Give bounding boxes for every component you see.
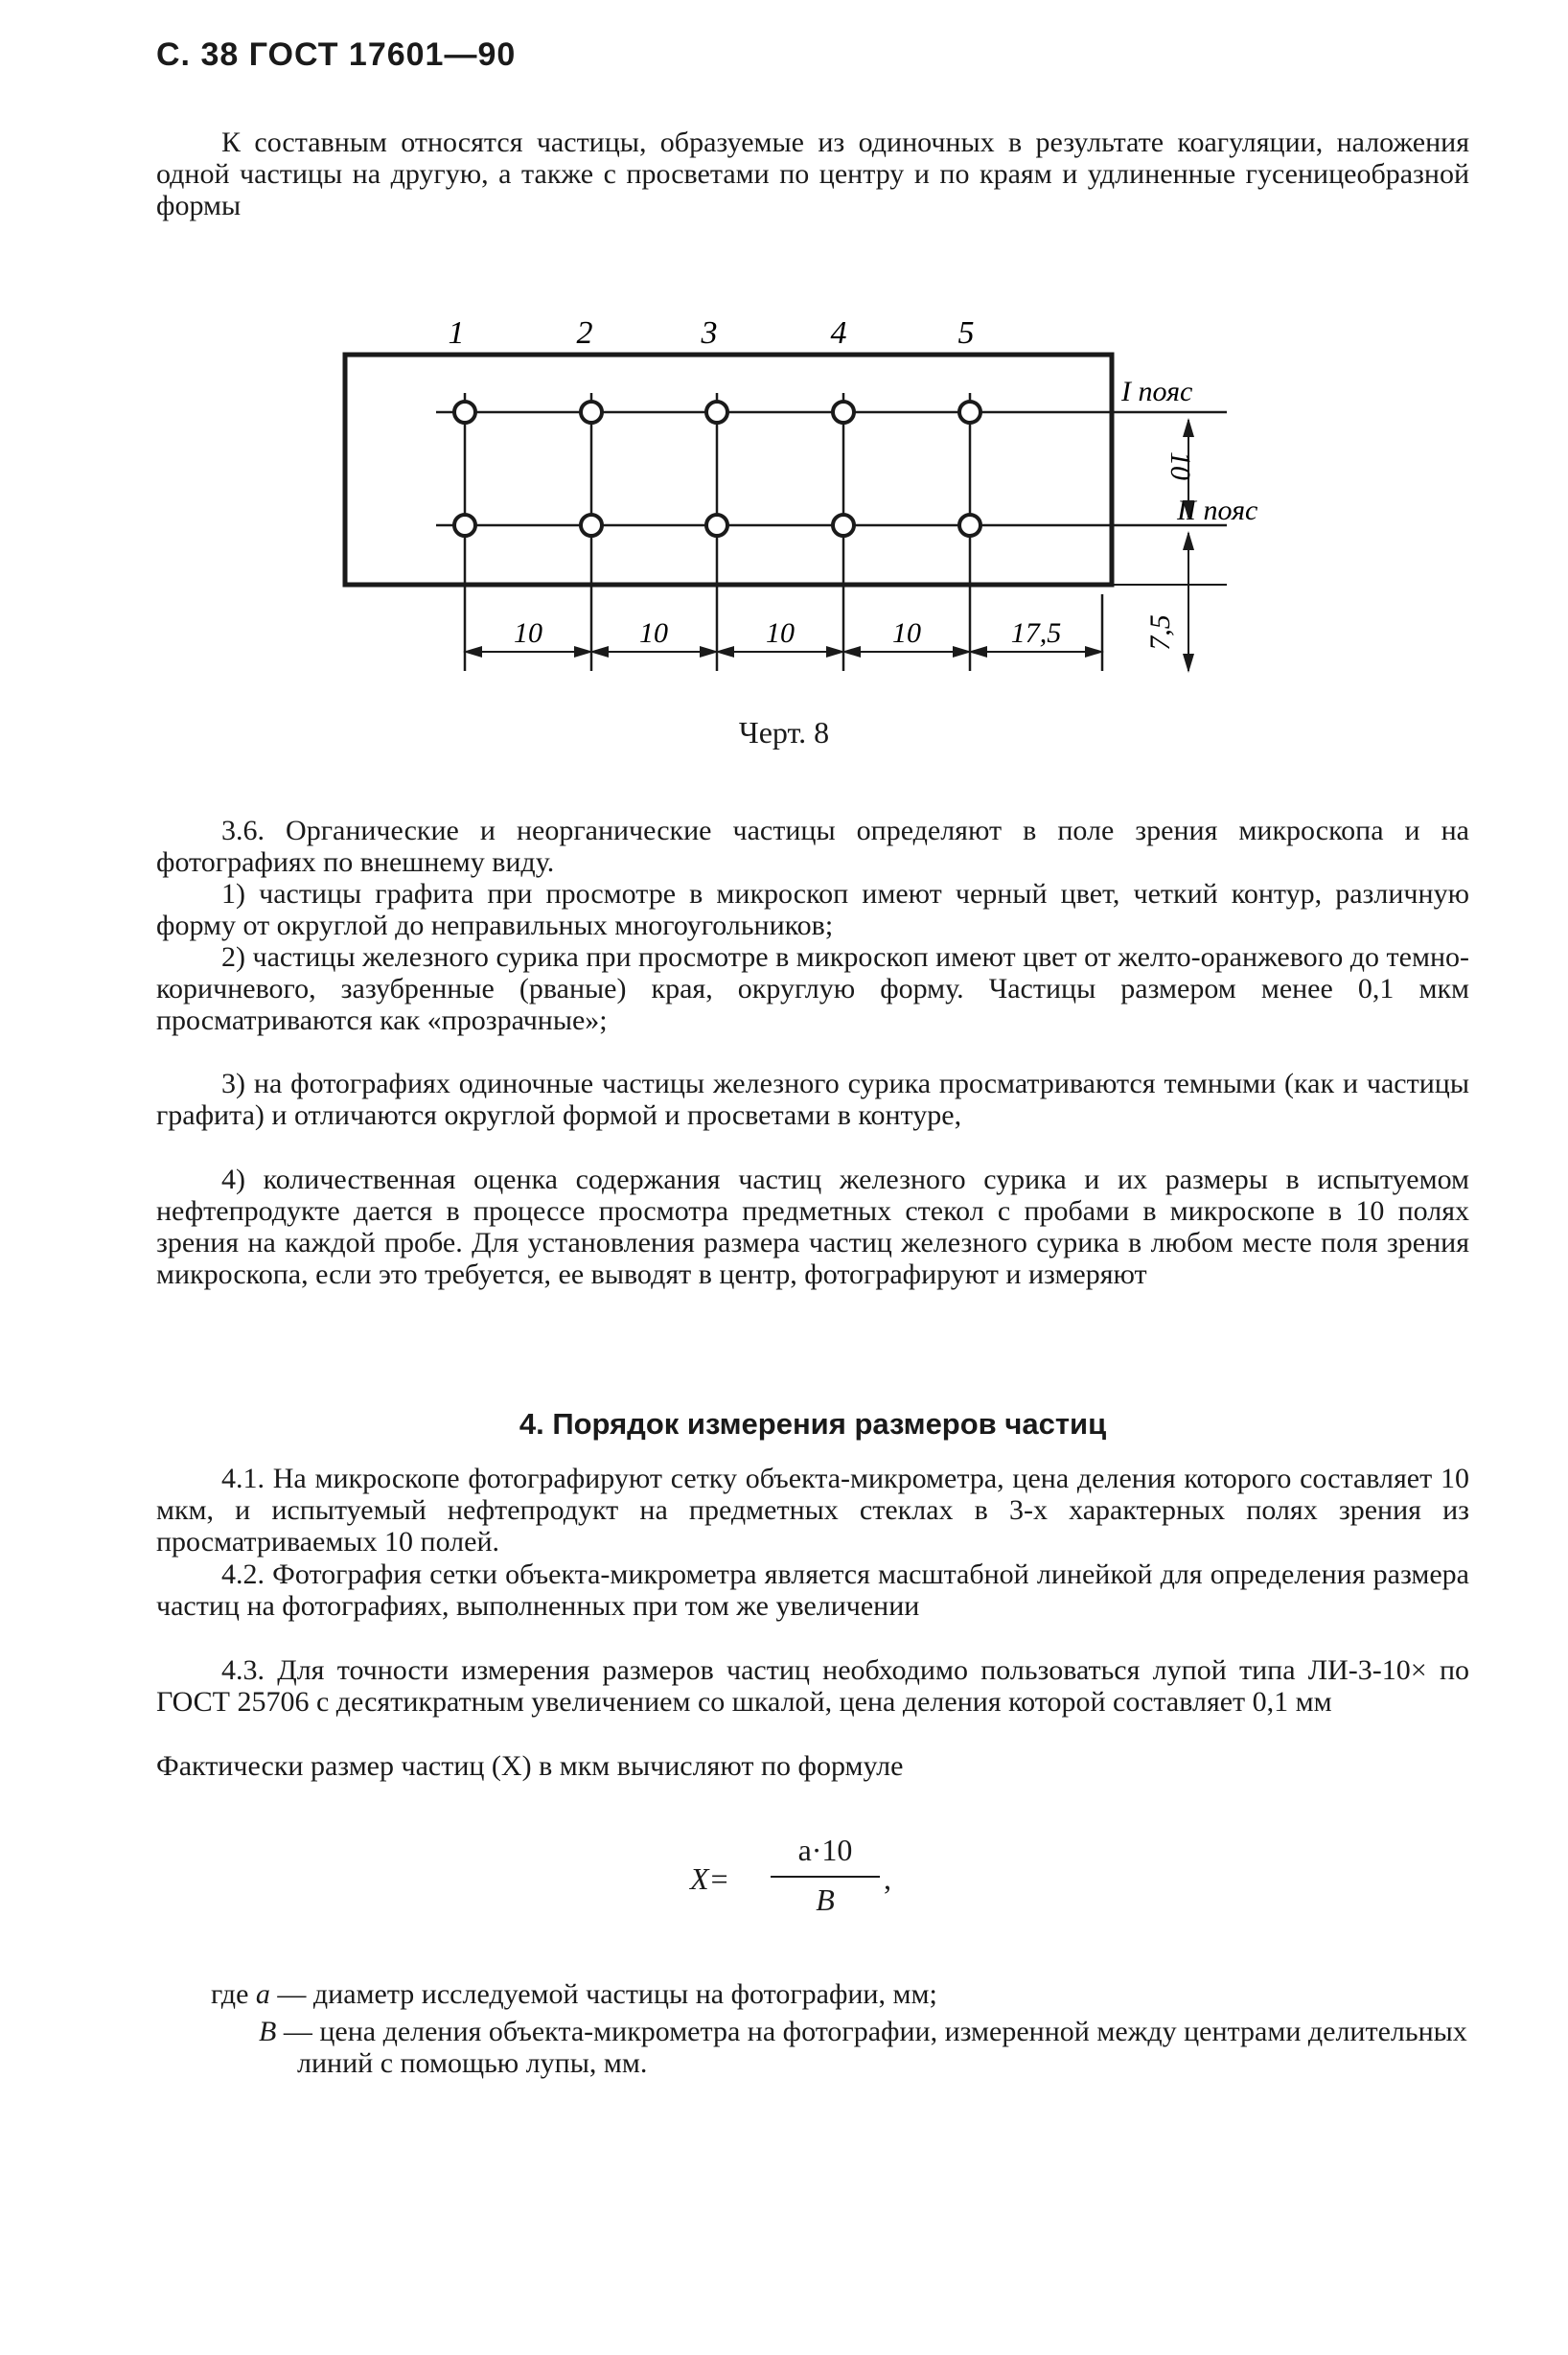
dimension-label-5: 17,5 xyxy=(1010,617,1062,649)
dimension-label-3: 10 xyxy=(766,617,795,649)
point-belt1-1 xyxy=(454,402,475,423)
legend-prefix: где xyxy=(211,1978,249,2010)
item-3-6-2: 2) частицы железного сурика при просмотре в микроскоп имеют цвет от желто-оранжевого до темно-коричневого, зазубренные (рваные) края, округлую форму. Частицы размером менее 0,1 мкм просматриваются как «прозрачные»; xyxy=(156,941,1469,1036)
section-4-heading: 4. Порядок измерения размеров частиц xyxy=(519,1407,1107,1441)
legend-a-desc: — диаметр исследуемой частицы на фотографии, мм; xyxy=(277,1978,937,2010)
column-label-1: 1 xyxy=(448,315,465,351)
point-belt2-4 xyxy=(833,515,854,536)
paragraph-4-3: 4.3. Для точности измерения размеров частиц необходимо пользоваться лупой типа ЛИ-3-10× по ГОСТ 25706 с десятикратным увеличением со шкалой, цена деления которой составляет 0,1 мм xyxy=(156,1654,1469,1718)
dimension-label-2: 10 xyxy=(639,617,668,649)
legend-b-term: B xyxy=(259,2016,277,2047)
paragraph-3-6: 3.6. Органические и неорганические частицы определяют в поле зрения микроскопа и на фотографиях по внешнему виду. xyxy=(156,815,1469,878)
belt-1-label: I пояс xyxy=(1121,376,1193,407)
point-belt1-4 xyxy=(833,402,854,423)
point-belt2-1 xyxy=(454,515,475,536)
vertical-dimension-7-5-label: 7,5 xyxy=(1144,614,1176,651)
legend-b xyxy=(259,2016,1514,2079)
slide-outline xyxy=(345,355,1112,585)
column-labels xyxy=(449,315,975,351)
belt-2-label: II пояс xyxy=(1177,495,1258,526)
item-3-6-1: 1) частицы графита при просмотре в микроскоп имеют черный цвет, четкий контур, различную форму от округлой до неправильных многоугольников; xyxy=(156,878,1469,941)
formula-fraction-bar xyxy=(771,1876,880,1878)
paragraph-4-2: 4.2. Фотография сетки объекта-микрометра является масштабной линейкой для определения размера частиц на фотографиях, выполненных при том же увеличении xyxy=(156,1558,1469,1622)
column-label-5: 5 xyxy=(957,315,975,351)
vertical-dimension-10-label: 10 xyxy=(1164,451,1196,480)
size-formula xyxy=(690,1833,939,1928)
horizontal-dimension-labels xyxy=(514,617,1061,649)
figure-caption: Черт. 8 xyxy=(738,715,830,750)
formula-lhs: X= xyxy=(690,1861,730,1896)
dimension-label-4: 10 xyxy=(892,617,921,649)
dimension-label-1: 10 xyxy=(514,617,542,649)
item-3-6-4: 4) количественная оценка содержания частиц железного сурика и их размеры в испытуемом нефтепродукте дается в процессе просмотра предметных стекол с пробами в микроскопе в 10 полях зрения на каждой пробе. Для установления размера частиц железного сурика в любом месте поля зрения микроскопа, если это требуется, ее выводят в центр, фотографируют и измеряют xyxy=(156,1164,1469,1290)
column-label-4: 4 xyxy=(830,315,847,351)
point-belt2-5 xyxy=(959,515,980,536)
formula-denominator: B xyxy=(816,1882,835,1917)
figure-8-drawing xyxy=(326,307,1342,700)
item-3-6-3: 3) на фотографиях одиночные частицы железного сурика просматриваются темными (как и частицы графита) и отличаются округлой формой и просветами в контуре, xyxy=(156,1068,1469,1131)
column-label-2: 2 xyxy=(576,315,593,351)
point-belt2-3 xyxy=(706,515,727,536)
running-header: С. 38 ГОСТ 17601—90 xyxy=(156,36,517,73)
column-label-3: 3 xyxy=(701,315,718,351)
intro-paragraph: К составным относятся частицы, образуемые из одиночных в результате коагуляции, наложения одной частицы на другую, а также с просветами по центру и по краям и удлиненные гусеницеобразной формы xyxy=(156,127,1469,221)
point-belt1-5 xyxy=(959,402,980,423)
formula-comma: , xyxy=(884,1861,891,1896)
point-belt1-2 xyxy=(581,402,602,423)
legend-b-desc: — цена деления объекта-микрометра на фотографии, измеренной между центрами делительных линий с помощью лупы, мм. xyxy=(283,2016,1467,2079)
legend-a xyxy=(211,1978,1476,2010)
legend-a-term: a xyxy=(255,1978,270,2010)
paragraph-4-1: 4.1. На микроскопе фотографируют сетку объекта-микрометра, цена деления которого составляет 10 мкм, и испытуемый нефтепродукт на предметных стеклах в 3-х характерных полях зрения из просматриваемых 10 полей. xyxy=(156,1463,1469,1558)
formula-numerator: a·10 xyxy=(797,1833,853,1867)
point-belt2-2 xyxy=(581,515,602,536)
formula-intro: Фактически размер частиц (X) в мкм вычисляют по формуле xyxy=(156,1750,904,1782)
point-belt1-3 xyxy=(706,402,727,423)
